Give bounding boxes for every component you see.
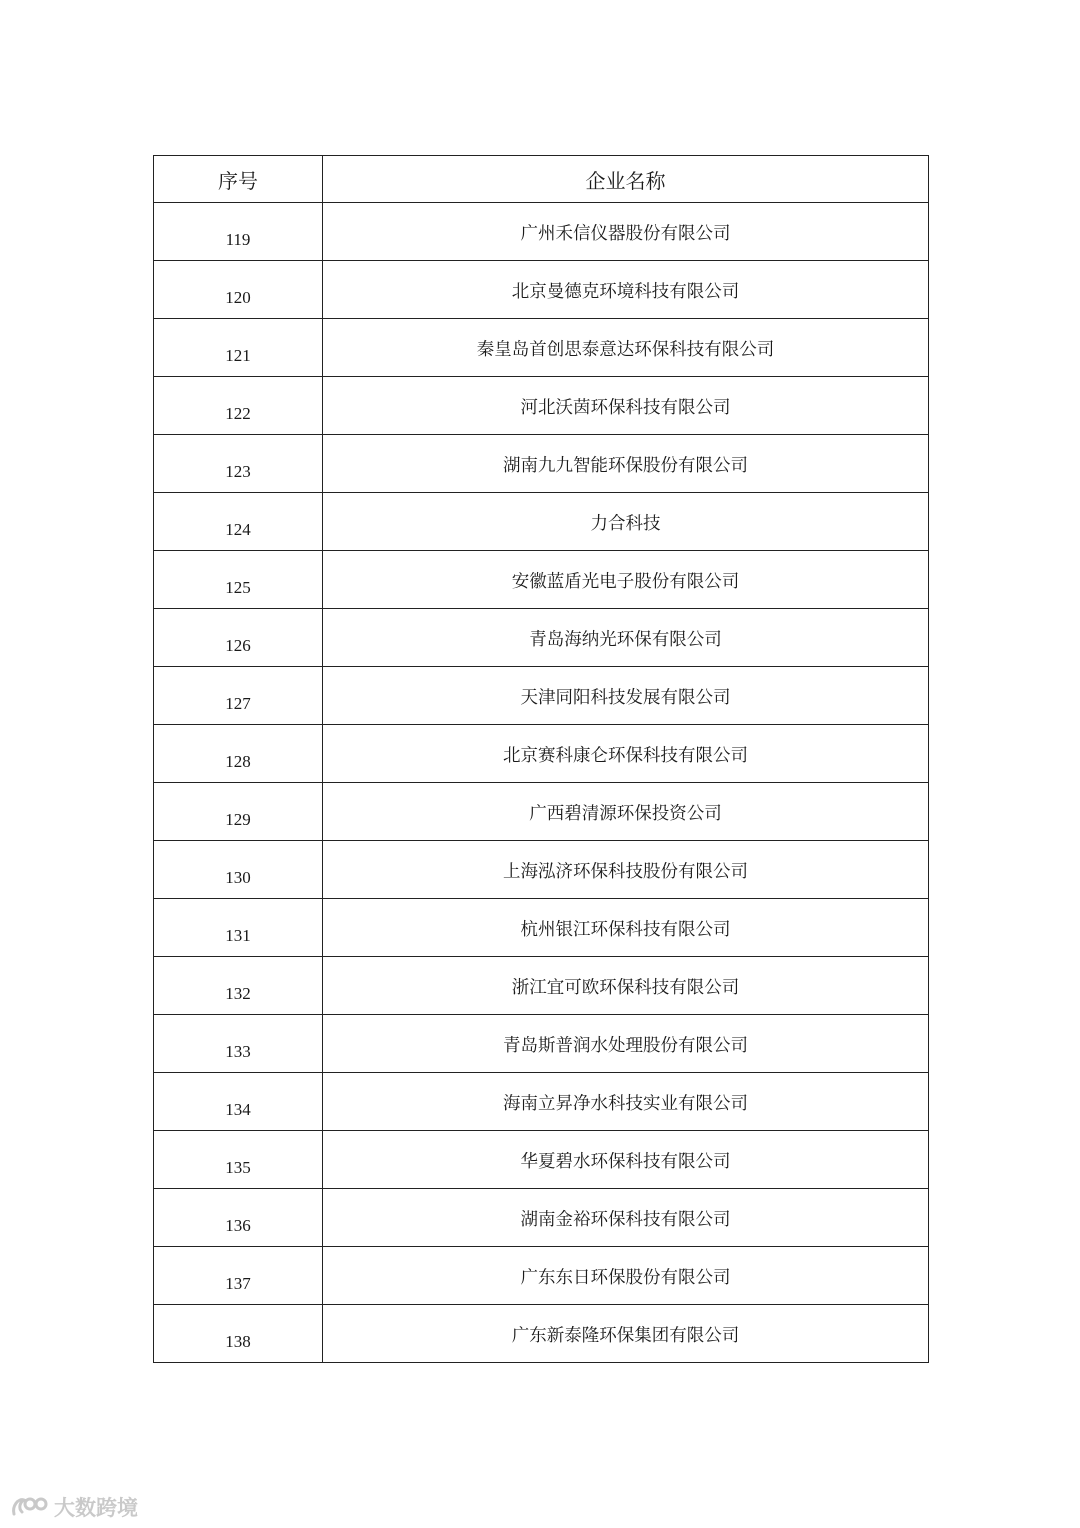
row-company-name: 广东东日环保股份有限公司: [323, 1247, 929, 1305]
row-company-name: 天津同阳科技发展有限公司: [323, 667, 929, 725]
table-row: [154, 1247, 929, 1305]
table-row: [154, 435, 929, 493]
row-company-name: 杭州银江环保科技有限公司: [323, 899, 929, 957]
row-index: 124: [154, 493, 323, 551]
table-row: [154, 377, 929, 435]
table-row: [154, 957, 929, 1015]
table-row: [154, 493, 929, 551]
table-row: [154, 667, 929, 725]
row-index: 123: [154, 435, 323, 493]
row-index: 119: [154, 203, 323, 261]
table-row: [154, 551, 929, 609]
row-company-name: 秦皇岛首创思泰意达环保科技有限公司: [323, 319, 929, 377]
row-index: 128: [154, 725, 323, 783]
row-company-name: 浙江宜可欧环保科技有限公司: [323, 957, 929, 1015]
row-index: 135: [154, 1131, 323, 1189]
row-company-name: 广西碧清源环保投资公司: [323, 783, 929, 841]
row-index: 133: [154, 1015, 323, 1073]
row-index: 121: [154, 319, 323, 377]
row-index: 120: [154, 261, 323, 319]
row-index: 136: [154, 1189, 323, 1247]
table-row: [154, 1073, 929, 1131]
row-company-name: 北京赛科康仑环保科技有限公司: [323, 725, 929, 783]
row-company-name: 湖南九九智能环保股份有限公司: [323, 435, 929, 493]
table-row: [154, 1131, 929, 1189]
row-company-name: 北京曼德克环境科技有限公司: [323, 261, 929, 319]
table-row: [154, 319, 929, 377]
watermark: [10, 1492, 138, 1522]
row-index: 131: [154, 899, 323, 957]
row-index: 132: [154, 957, 323, 1015]
table-header-row: [154, 156, 929, 203]
table-row: [154, 261, 929, 319]
row-index: 129: [154, 783, 323, 841]
company-table-container: [153, 155, 928, 1363]
header-index: 序号: [154, 156, 323, 203]
table-row: [154, 609, 929, 667]
row-company-name: 广州禾信仪器股份有限公司: [323, 203, 929, 261]
row-company-name: 安徽蓝盾光电子股份有限公司: [323, 551, 929, 609]
table-row: [154, 841, 929, 899]
table-row: [154, 203, 929, 261]
table-row: [154, 899, 929, 957]
row-company-name: 湖南金裕环保科技有限公司: [323, 1189, 929, 1247]
row-company-name: 河北沃茵环保科技有限公司: [323, 377, 929, 435]
row-index: 126: [154, 609, 323, 667]
brand-logo-icon: [10, 1494, 48, 1520]
table-row: [154, 1189, 929, 1247]
row-company-name: 上海泓济环保科技股份有限公司: [323, 841, 929, 899]
row-company-name: 青岛斯普润水处理股份有限公司: [323, 1015, 929, 1073]
row-index: 138: [154, 1305, 323, 1363]
row-company-name: 海南立昇净水科技实业有限公司: [323, 1073, 929, 1131]
company-table: [153, 155, 929, 1363]
header-company: 企业名称: [323, 156, 929, 203]
row-company-name: 华夏碧水环保科技有限公司: [323, 1131, 929, 1189]
row-index: 137: [154, 1247, 323, 1305]
row-company-name: 青岛海纳光环保有限公司: [323, 609, 929, 667]
row-index: 130: [154, 841, 323, 899]
row-index: 122: [154, 377, 323, 435]
row-index: 134: [154, 1073, 323, 1131]
watermark-text: 大数跨境: [54, 1496, 138, 1520]
row-index: 127: [154, 667, 323, 725]
table-body: [154, 203, 929, 1363]
row-index: 125: [154, 551, 323, 609]
table-row: [154, 725, 929, 783]
row-company-name: 广东新泰隆环保集团有限公司: [323, 1305, 929, 1363]
row-company-name: 力合科技: [323, 493, 929, 551]
table-row: [154, 783, 929, 841]
table-row: [154, 1305, 929, 1363]
table-row: [154, 1015, 929, 1073]
